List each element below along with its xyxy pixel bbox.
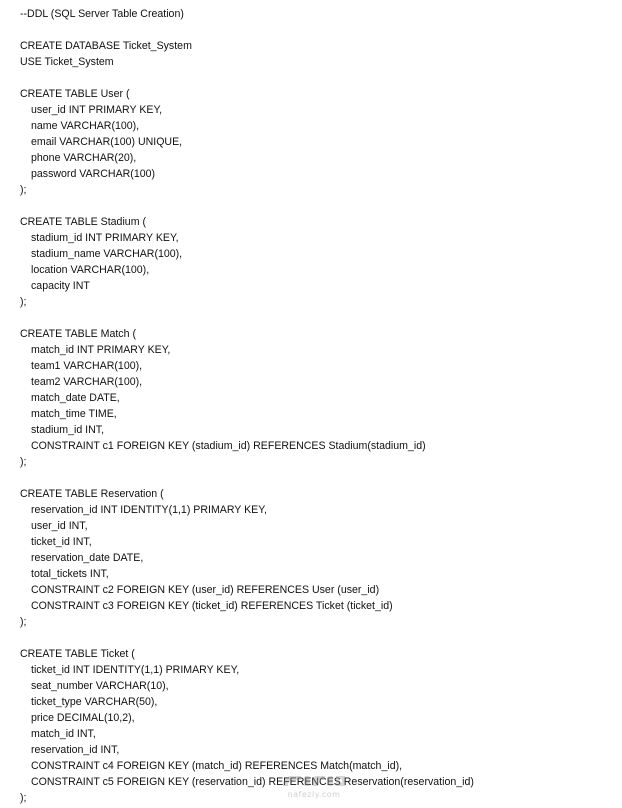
column-definition-line: seat_number VARCHAR(10), bbox=[31, 680, 169, 692]
column-definition-line: stadium_id INT PRIMARY KEY, bbox=[31, 232, 179, 244]
create-table-line: CREATE TABLE User ( bbox=[20, 88, 130, 100]
column-definition-line: stadium_id INT, bbox=[31, 424, 105, 436]
create-table-line: CREATE TABLE Stadium ( bbox=[20, 216, 146, 228]
constraint-line: CONSTRAINT c4 FOREIGN KEY (match_id) REFERENCES Match(match_id), bbox=[31, 760, 403, 772]
comment-line: --DDL (SQL Server Table Creation) bbox=[20, 8, 184, 20]
blank-line bbox=[20, 470, 610, 486]
column-definition-line: ticket_type VARCHAR(50), bbox=[31, 696, 158, 708]
column-definition-line: match_date DATE, bbox=[31, 392, 120, 404]
column-definition-line: password VARCHAR(100) bbox=[31, 168, 156, 180]
table-close-line: ); bbox=[20, 792, 27, 804]
code-line: USE Ticket_System bbox=[20, 56, 114, 68]
column-definition-line: user_id INT, bbox=[31, 520, 88, 532]
column-definition-line: team2 VARCHAR(100), bbox=[31, 376, 143, 388]
constraint-line: CONSTRAINT c3 FOREIGN KEY (ticket_id) REFERENCES Ticket (ticket_id) bbox=[31, 600, 393, 612]
blank-line bbox=[20, 70, 610, 86]
column-definition-line: reservation_date DATE, bbox=[31, 552, 144, 564]
blank-line bbox=[20, 22, 610, 38]
create-table-line: CREATE TABLE Reservation ( bbox=[20, 488, 164, 500]
column-definition-line: match_id INT PRIMARY KEY, bbox=[31, 344, 171, 356]
blank-line bbox=[20, 198, 610, 214]
sql-document bbox=[20, 6, 610, 806]
column-definition-line: email VARCHAR(100) UNIQUE, bbox=[31, 136, 183, 148]
column-definition-line: match_time TIME, bbox=[31, 408, 117, 420]
watermark-text: nafezly.com bbox=[287, 790, 341, 799]
table-close-line: ); bbox=[20, 296, 27, 308]
constraint-line: CONSTRAINT c1 FOREIGN KEY (stadium_id) REFERENCES Stadium(stadium_id) bbox=[31, 440, 426, 452]
column-definition-line: match_id INT, bbox=[31, 728, 96, 740]
table-close-line: ); bbox=[20, 616, 27, 628]
column-definition-line: phone VARCHAR(20), bbox=[31, 152, 137, 164]
constraint-line: CONSTRAINT c5 FOREIGN KEY (reservation_id) REFERENCES Reservation(reservation_id) bbox=[31, 776, 474, 788]
column-definition-line: team1 VARCHAR(100), bbox=[31, 360, 143, 372]
column-definition-line: ticket_id INT IDENTITY(1,1) PRIMARY KEY, bbox=[31, 664, 240, 676]
column-definition-line: name VARCHAR(100), bbox=[31, 120, 140, 132]
column-definition-line: reservation_id INT IDENTITY(1,1) PRIMARY KEY, bbox=[31, 504, 267, 516]
create-database-line: CREATE DATABASE Ticket_System bbox=[20, 40, 192, 52]
column-definition-line: location VARCHAR(100), bbox=[31, 264, 150, 276]
create-table-line: CREATE TABLE Match ( bbox=[20, 328, 136, 340]
column-definition-line: price DECIMAL(10,2), bbox=[31, 712, 135, 724]
constraint-line: CONSTRAINT c2 FOREIGN KEY (user_id) REFERENCES User (user_id) bbox=[31, 584, 380, 596]
blank-line bbox=[20, 630, 610, 646]
table-close-line: ); bbox=[20, 184, 27, 196]
column-definition-line: user_id INT PRIMARY KEY, bbox=[31, 104, 163, 116]
column-definition-line: ticket_id INT, bbox=[31, 536, 92, 548]
create-table-line: CREATE TABLE Ticket ( bbox=[20, 648, 135, 660]
column-definition-line: reservation_id INT, bbox=[31, 744, 120, 756]
column-definition-line: stadium_name VARCHAR(100), bbox=[31, 248, 183, 260]
column-definition-line: total_tickets INT, bbox=[31, 568, 109, 580]
table-close-line: ); bbox=[20, 456, 27, 468]
blank-line bbox=[20, 310, 610, 326]
column-definition-line: capacity INT bbox=[31, 280, 90, 292]
